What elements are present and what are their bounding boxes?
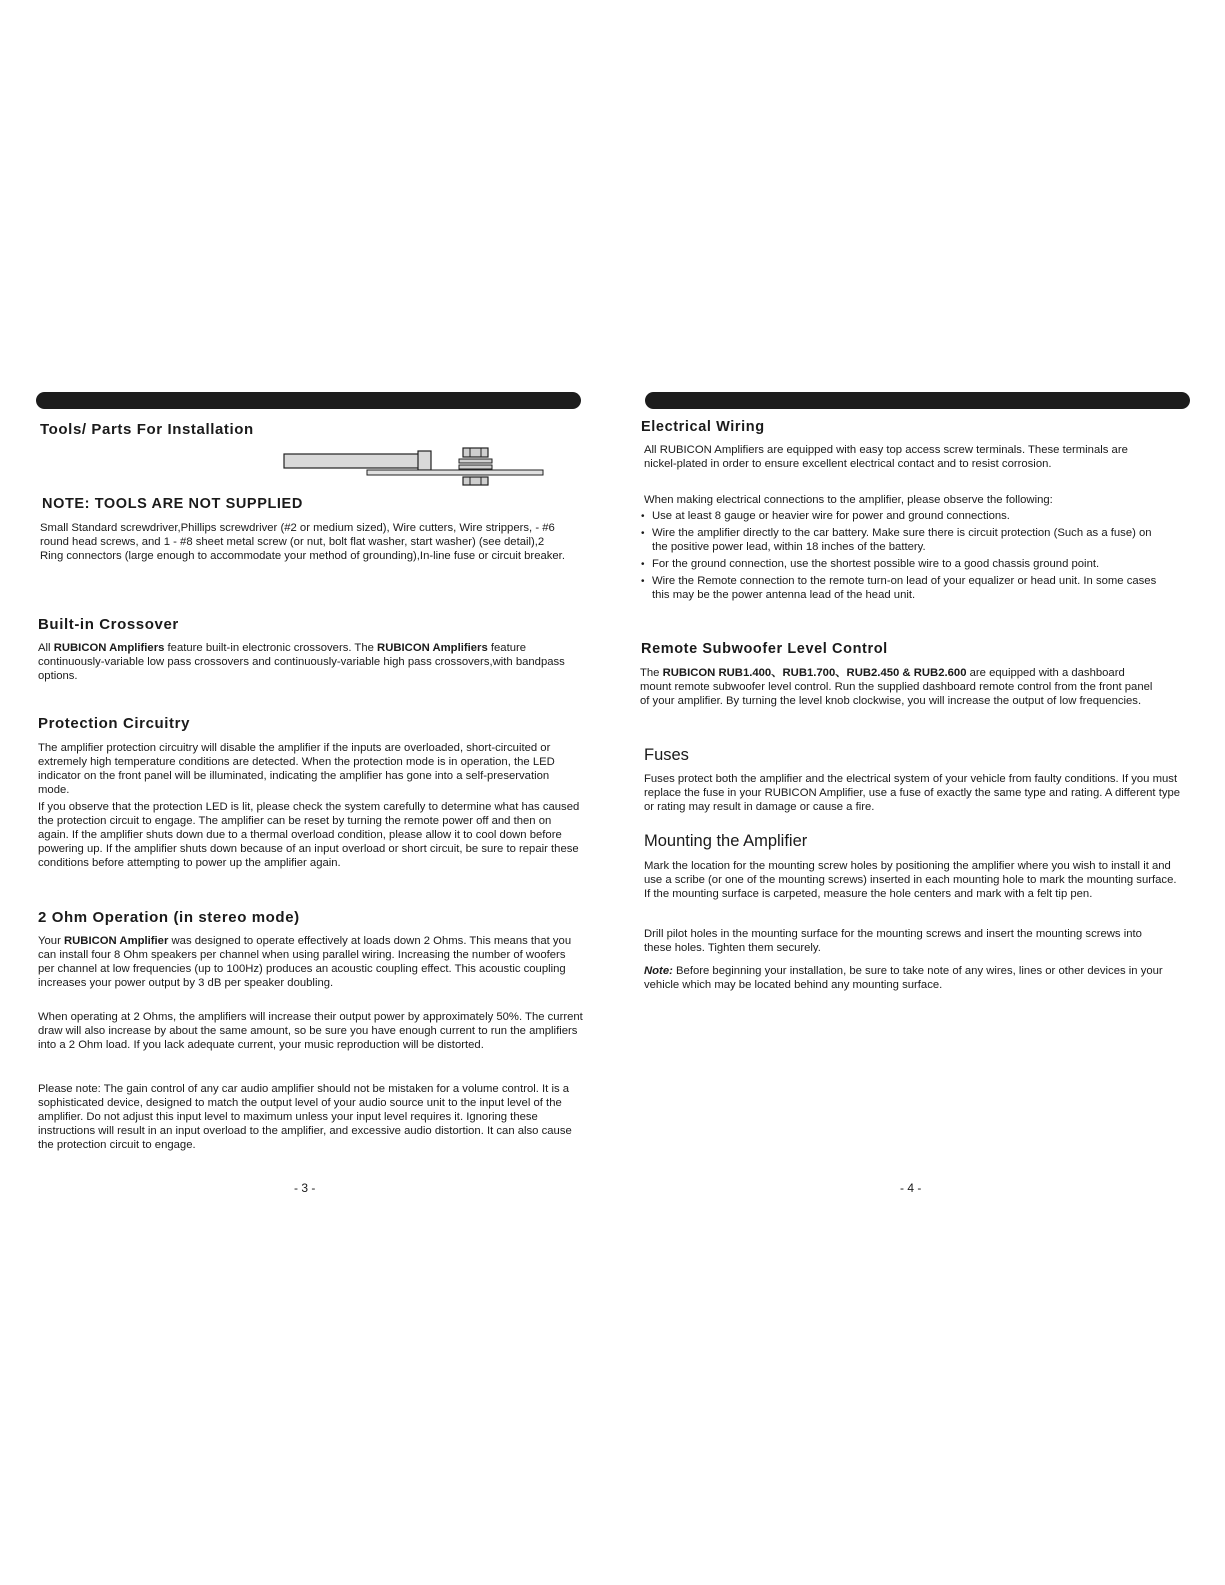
list-item: • Wire the amplifier directly to the car battery. Make sure there is circuit protection (Such as a fuse) on the positive power lead, within 18 inches of the battery. [641, 527, 1161, 555]
ring-connector-detail-illustration [283, 446, 548, 488]
left-page-header-bar [36, 392, 581, 409]
protection-body-1: The amplifier protection circuitry will disable the amplifier if the inputs are overloaded, short-circuited or extremely high temperature conditions are detected. When the protection mode is in operation, the LED indicator on the front panel will be illuminated, indicating the amplifier has gone into a self-preservation mode. [38, 742, 555, 796]
mounting-title: Mounting the Amplifier [644, 832, 808, 850]
list-item: • Wire the Remote connection to the remote turn-on lead of your equalizer or head unit. In some cases this may be the power antenna lead of the head unit. [641, 575, 1161, 603]
two-ohm-body-2: When operating at 2 Ohms, the amplifiers will increase their output power by approximately 50%. The current draw will also increase by about the same amount, so be sure you have enough current to run the amplifiers into a 2 Ohm load. If you lack adequate current, your music reproduction will be distorted. [38, 1011, 583, 1051]
list-item: • For the ground connection, use the shortest possible wire to a good chassis ground point. [641, 558, 1161, 572]
fuses-body: Fuses protect both the amplifier and the electrical system of your vehicle from faulty conditions. If you must replace the fuse in your RUBICON Amplifier, use a fuse of exactly the same type and rating. A different type or rating may result in damage or cause a fire. [644, 773, 1181, 813]
wiring-body-1: All RUBICON Amplifiers are equipped with easy top access screw terminals. These terminals are nickel-plated in order to ensure excellent electrical contact and to resist corrosion. [644, 444, 1128, 470]
right-page-header-bar [645, 392, 1190, 409]
page-number-left: - 3 - [294, 1181, 316, 1195]
mounting-body-1: Mark the location for the mounting screw holes by positioning the amplifier where you wish to install it and use a scribe (or one of the mounting screws) inserted in each mounting hole to mark the mounting surface. If the mounting surface is carpeted, measure the hole centers and mark with a felt tip pen. [644, 860, 1177, 900]
two-ohm-title: 2 Ohm Operation (in stereo mode) [38, 909, 300, 926]
mounting-note: Note: Before beginning your installation, be sure to take note of any wires, lines or other devices in your vehicle which may be located behind any mounting surface. [644, 965, 1163, 991]
tools-body: Small Standard screwdriver,Phillips screwdriver (#2 or medium sized), Wire cutters, Wire strippers, - #6 round head screws, and 1 - #8 sheet metal screw (or nut, bolt flat washer, start washer) (see detail),2 Ring connectors (large enough to accommodate your method of grounding),In-line fuse or circuit breaker. [40, 522, 565, 562]
crossover-body: All RUBICON Amplifiers feature built-in electronic crossovers. The RUBICON Amplifiers feature continuously-variable low pass crossovers and continuously-variable high pass crossovers,with bandpass options. [38, 642, 565, 682]
tools-title: Tools/ Parts For Installation [40, 421, 254, 438]
wiring-title: Electrical Wiring [641, 419, 765, 435]
remote-title: Remote Subwoofer Level Control [641, 641, 888, 657]
wiring-bullet-list [641, 510, 1161, 605]
crossover-title: Built-in Crossover [38, 616, 179, 633]
mounting-body-2: Drill pilot holes in the mounting surface for the mounting screws and insert the mounting screws into these holes. Tighten them securely. [644, 928, 1142, 954]
gain-note-body: Please note: The gain control of any car audio amplifier should not be mistaken for a volume control. It is a sophisticated device, designed to match the output level of your audio source unit to the input level of the amplifier. Do not adjust this input level to maximum unless your input level requires it. Ignoring these instructions will result in an input overload to the amplifier, and excessive audio distortion. It can also cause the protection circuit to engage. [38, 1083, 572, 1151]
page-number-right: - 4 - [900, 1181, 922, 1195]
wiring-body-2: When making electrical connections to the amplifier, please observe the following: [644, 494, 1053, 506]
protection-body-2: If you observe that the protection LED is lit, please check the system carefully to determine what has caused the protection circuit to engage. The amplifier can be reset by turning the remote power off and then on again. If the amplifier shuts down due to a thermal overload condition, please allow it to cool down before powering up. If the amplifier shuts down because of an input overload or short circuit, be sure to repair these conditions before attempting to power up the amplifier again. [38, 801, 580, 869]
list-item: • Use at least 8 gauge or heavier wire for power and ground connections. [641, 510, 1161, 524]
two-ohm-body-1: Your RUBICON Amplifier was designed to operate effectively at loads down 2 Ohms. This means that you can install four 8 Ohm speakers per channel when using parallel wiring. Increasing the number of woofers per channel at low frequencies (up to 100Hz) produces an acoustic coupling effect. This acoustic coupling increases your power output by 3 dB per speaker doubling. [38, 935, 572, 989]
fuses-title: Fuses [644, 746, 689, 764]
protection-title: Protection Circuitry [38, 715, 191, 732]
tools-note: NOTE: TOOLS ARE NOT SUPPLIED [42, 496, 303, 512]
remote-body: The RUBICON RUB1.400、RUB1.700、RUB2.450 & RUB2.600 are equipped with a dashboard mount remote subwoofer level control. Run the supplied dashboard remote control from the front panel of your amplifier. By turning the level knob clockwise, you will increase the output of low frequencies. [640, 667, 1153, 707]
